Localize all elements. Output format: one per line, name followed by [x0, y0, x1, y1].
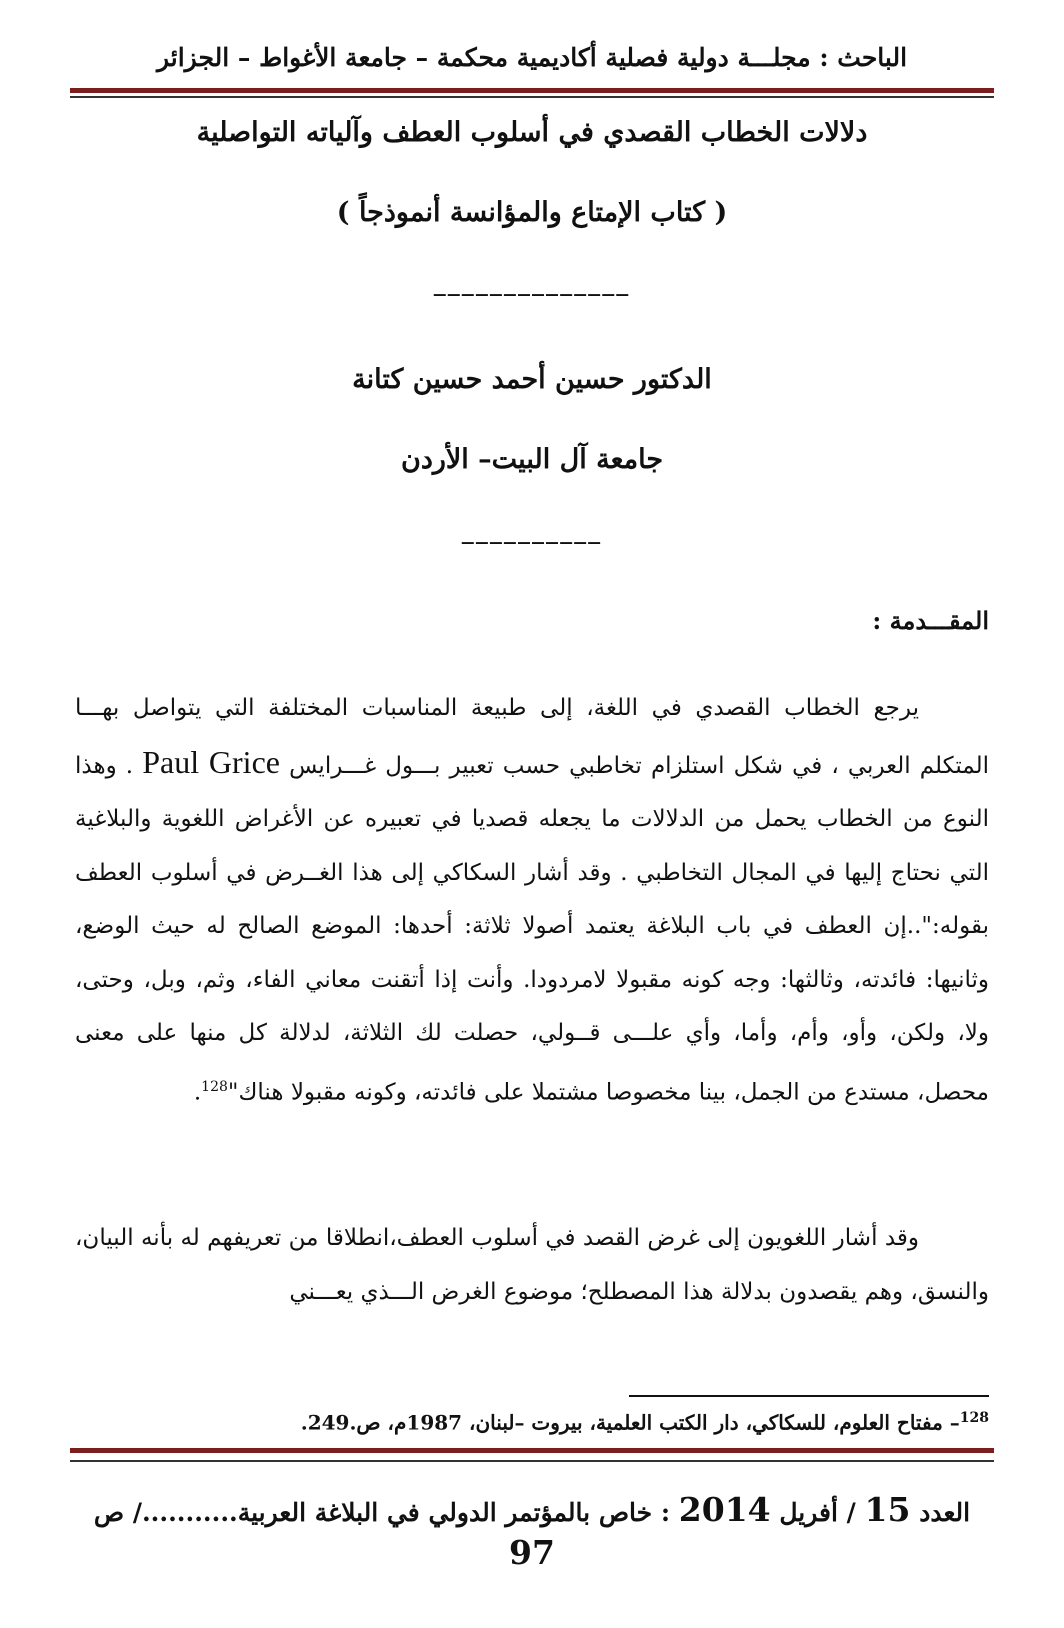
paragraph-1-text-a: يرجع الخطاب القصدي في اللغة، إلى طبيعة المناسبات المختلفة التي يتواصل بهـــا المتكلم العربي ، في شكل استلزام تخاطبي حسب تعبير بـــول غـــرايس: [75, 695, 989, 779]
header-rule: [70, 88, 994, 93]
footnote-text: – مفتاح العلوم، للسكاكي، دار الكتب العلمية، بيروت –لبنان، 1987م، ص.249.: [300, 1410, 960, 1435]
divider-bottom: __________: [461, 520, 603, 544]
footnote-ref[interactable]: 128: [201, 1078, 228, 1095]
footer-sep: /: [846, 1498, 856, 1527]
issue-year: 2014: [678, 1490, 771, 1529]
author-affiliation: جامعة آل البيت– الأردن: [400, 444, 664, 475]
footnote-rule: [629, 1395, 989, 1397]
paragraph-2-text: وقد أشار اللغويون إلى غرض القصد في أسلوب العطف،انطلاقا من تعريفهم له بأنه البيان، والنسق، وهم يقصدون بدلالة هذا المصطلح؛ موضوع الغرض الـــذي يعـــني: [75, 1225, 989, 1305]
header-rule-thin: [70, 96, 994, 98]
issue-month: أفريل: [779, 1498, 838, 1527]
issue-label: العدد: [919, 1498, 971, 1527]
issue-number: 15: [864, 1490, 911, 1529]
paragraph-1: [75, 682, 989, 1120]
section-heading: المقـــدمة :: [872, 606, 989, 635]
footnote-number: 128: [959, 1410, 989, 1426]
page-footer: [75, 1490, 989, 1576]
paragraph-1-text-b: . وهذا النوع من الخطاب يحمل من الدلالات ما يجعله قصديا في تعبيره عن الأغراض اللغوية والبلاغية التي نحتاج إليها في المجال التخاطبي . وقد أشار السكاكي إلى هذا الغــرض في أسلوب العطف بقوله:"..إن العطف في باب البلاغة يعتمد أصولا ثلاثة: أحدها: الموضع الصالح له حيث الوضع، وثانيها: فائدته، وثالثها: وجه كونه مقبولا لامردودا. وأنت إذا أتقنت معاني الفاء، وثم، وبل، وحتى، ولا، ولكن، وأو، وأم، وأما، وأي علـــى قــولي، حصلت لك الثلاثة، لدلالة كل منها على معنى محصل، مستدع من الجمل، بينا مخصوصا مشتملا على فائدته، وكونه مقبولا هناك": [75, 752, 989, 1106]
footnote: [75, 1403, 989, 1438]
paragraph-1-end: .: [193, 1079, 202, 1106]
author-name: الدكتور حسين أحمد حسين كتانة: [352, 364, 712, 395]
page-number: 97: [509, 1533, 555, 1572]
paragraph-2: [75, 1212, 989, 1319]
special-issue-note: : خاص بالمؤتمر الدولي في البلاغة العربية.........../ ص: [93, 1498, 671, 1527]
latin-name: Paul Grice: [142, 743, 280, 780]
divider-top: ______________: [433, 272, 631, 296]
article-title: دلالات الخطاب القصدي في أسلوب العطف وآلياته التواصلية: [196, 117, 868, 148]
footer-rule-thin: [70, 1460, 994, 1462]
running-header: الباحث : مجلـــة دولية فصلية أكاديمية محكمة – جامعة الأغواط – الجزائر: [156, 43, 908, 72]
article-subtitle: ( كتاب الإمتاع والمؤانسة أنموذجاً ): [336, 197, 728, 228]
footer-rule: [70, 1448, 994, 1453]
